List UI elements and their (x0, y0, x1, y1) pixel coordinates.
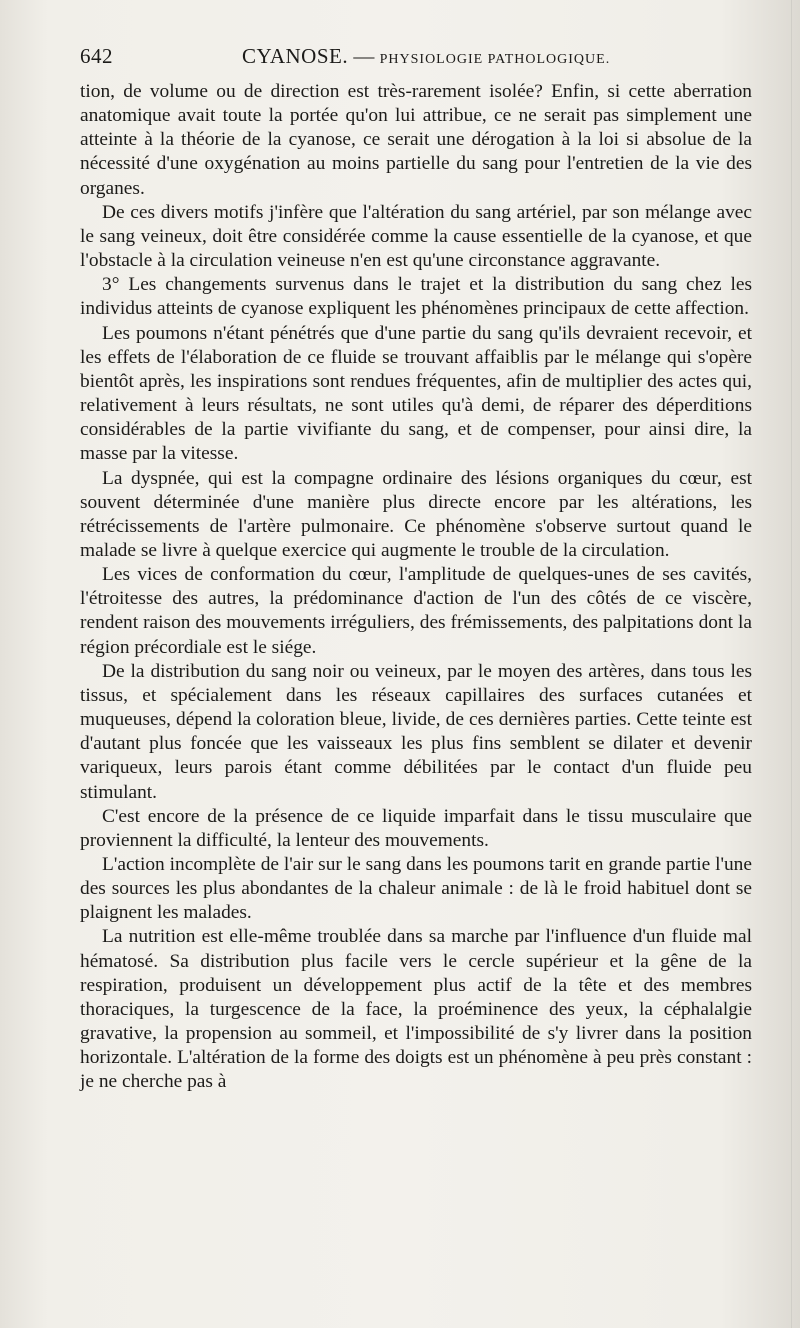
page-edge-shadow (791, 0, 792, 1328)
paragraph-distribution-sang: De la distribution du sang noir ou veineux, par le moyen des artères, dans tous les tissus, et spécialement dans les réseaux capillaires des surfaces cutanées et muqueuses, dépend la coloration bleue, livide, de ces dernières parties. Cette teinte est d'autant plus foncée que les vaisseaux les plus fins semblent se dilater et devenir variqueux, leurs parois étant comme débilitées par le contact d'un fluide peu stimulant. (80, 660, 752, 803)
paragraph-tissu-musculaire: C'est encore de la présence de ce liquide imparfait dans le tissu musculaire que proviennent la difficulté, la lenteur des mouvements. (80, 805, 752, 851)
body-text (80, 80, 752, 1095)
paragraph-motifs: De ces divers motifs j'infère que l'altération du sang artériel, par son mélange avec le sang veineux, doit être considérée comme la cause essentielle de la cyanose, et que l'obstacle à la circulation veineuse n'en est qu'une circonstance aggravante. (80, 201, 752, 272)
page-number: 642 (80, 44, 113, 68)
paragraph-dyspnee: La dyspnée, qui est la compagne ordinaire des lésions organiques du cœur, est souvent déterminée d'une manière plus directe encore par les altérations, les rétrécissements de l'artère pulmonaire. Ce phénomène s'observe surtout quand le malade se livre à quelque exercice qui augmente le trouble de la circulation. (80, 467, 752, 561)
running-title (242, 44, 610, 69)
paragraph-vices-conformation: Les vices de conformation du cœur, l'amplitude de quelques-unes de ses cavités, l'étroitesse des autres, la prédominance d'action de l'un des côtés de ce viscère, rendent raison des mouvements irréguliers, des frémissements, des palpitations dont la région précordiale est le siége. (80, 564, 752, 658)
paragraph-poumons: Les poumons n'étant pénétrés que d'une partie du sang qu'ils devraient recevoir, et les effets de l'élaboration de ce fluide se trouvant affaiblis par le mélange qui s'opère bientôt après, les inspirations sont rendues fréquentes, afin de multiplier des actes qui, relativement à leurs résultats, ne sont utiles qu'à demi, de réparer des déperditions considérables de la partie vivifiante du sang, et de compenser, pour ainsi dire, la masse par la vitesse. (80, 322, 752, 465)
chapter-title: CYANOSE. (242, 44, 349, 68)
section-subtitle: PHYSIOLOGIE PATHOLOGIQUE. (379, 52, 611, 67)
paragraph-point-3: 3° Les changements survenus dans le trajet et la distribution du sang chez les individus atteints de cyanose expliquent les phénomènes principaux de cette affection. (80, 274, 752, 320)
paragraph-nutrition: La nutrition est elle-même troublée dans sa marche par l'influence d'un fluide mal hématosé. Sa distribution plus facile vers le cercle supérieur et la gêne de la respiration, produisent un développement plus actif de la tête et des membres thoraciques, la turgescence de la face, la proéminence des yeux, la céphalalgie gravative, la propension au sommeil, et l'impossibilité de s'y livrer dans la position horizontale. L'altération de la forme des doigts est un phénomène à peu près constant : je ne cherche pas à (80, 926, 752, 1093)
paragraph-chaleur-animale: L'action incomplète de l'air sur le sang dans les poumons tarit en grande partie l'une des sources les plus abondantes de la chaleur animale : de là le froid habituel dont se plaignent les malades. (80, 854, 752, 924)
running-header (80, 44, 752, 78)
paragraph-continuation: tion, de volume ou de direction est très-rarement isolée? Enfin, si cette aberration anatomique avait toute la portée qu'on lui attribue, ce ne serait pas simplement une atteinte à la théorie de la cyanose, ce serait une dérogation à la loi si absolue de la nécessité d'une oxygénation au moins partielle du sang pour l'entretien de la vie des organes. (80, 81, 752, 199)
title-separator: — (348, 44, 380, 68)
